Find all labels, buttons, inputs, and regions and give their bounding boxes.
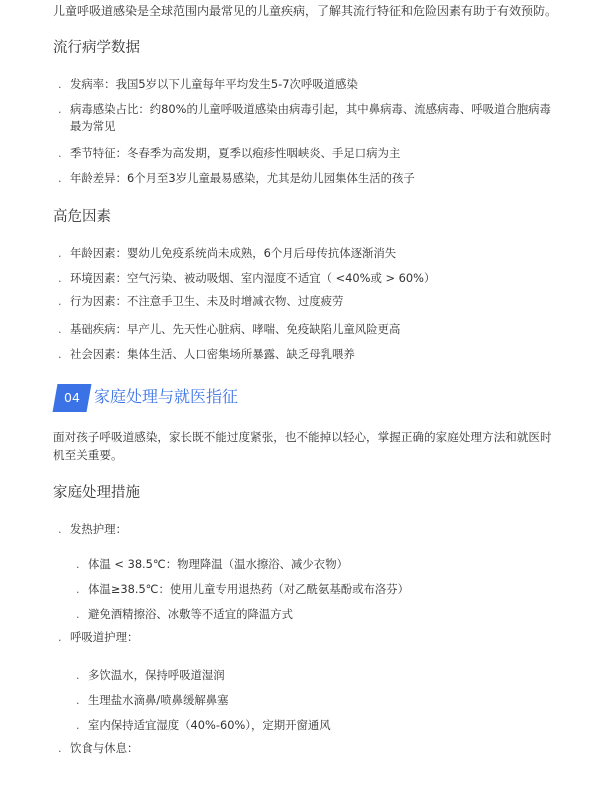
bullet: . <box>76 669 80 682</box>
bullet: . <box>58 348 62 361</box>
bullet: . <box>76 558 80 571</box>
bullet: . <box>58 272 62 285</box>
bullet: . <box>58 631 62 644</box>
bullet: . <box>58 78 62 91</box>
list-item: . 年龄因素：婴幼儿免疫系统尚未成熟，6个月后母传抗体逐渐消失 <box>58 246 397 260</box>
bullet: . <box>76 608 80 621</box>
list-item: . 避免酒精擦浴、冰敷等不适宜的降温方式 <box>76 607 294 621</box>
list-item: . 行为因素：不注意手卫生、未及时增减衣物、过度疲劳 <box>58 294 344 308</box>
risk-heading: 高危因素 <box>53 209 111 225</box>
bullet: . <box>58 147 62 160</box>
list-item: . 发病率：我国5岁以下儿童每年平均发生5-7次呼吸道感染 <box>58 77 358 91</box>
bullet: . <box>58 172 62 185</box>
bullet: . <box>76 694 80 707</box>
list-item-diet: . 饮食与休息： <box>58 741 139 755</box>
bullet: . <box>58 523 62 536</box>
list-item: . 体温 < 38.5℃：物理降温（温水擦浴、减少衣物） <box>76 557 348 571</box>
bullet: . <box>76 583 80 596</box>
bullet: . <box>58 295 62 308</box>
list-item: . 病毒感染占比：约80%的儿童呼吸道感染由病毒引起，其中鼻病毒、流感病毒、呼吸道合胞病毒最为常见 <box>58 102 551 133</box>
list-item: . 环境因素：空气污染、被动吸烟、室内湿度不适宜（ <40%或 > 60%） <box>58 271 436 285</box>
list-item: . 社会因素：集体生活、人口密集场所暴露、缺乏母乳喂养 <box>58 347 355 361</box>
list-item: . 多饮温水，保持呼吸道湿润 <box>76 668 225 682</box>
bullet: . <box>58 103 62 116</box>
section-header <box>53 382 559 412</box>
list-item: . 室内保持适宜湿度（40%-60%），定期开窗通风 <box>76 718 331 732</box>
epidemiology-heading: 流行病学数据 <box>53 40 140 56</box>
list-item-airway: . 呼吸道护理： <box>58 630 139 644</box>
section-number: 04 <box>64 390 80 405</box>
section-title: 家庭处理与就医指征 <box>94 387 239 406</box>
section-intro-paragraph: 面对孩子呼吸道感染，家长既不能过度紧张，也不能掉以轻心，掌握正确的家庭处理方法和就医时机至关重要。 <box>53 430 552 462</box>
list-item: . 季节特征：冬春季为高发期，夏季以疱疹性咽峡炎、手足口病为主 <box>58 146 401 160</box>
home-care-heading: 家庭处理措施 <box>53 485 140 501</box>
bullet: . <box>58 742 62 755</box>
bullet: . <box>58 323 62 336</box>
list-item: . 体温≥38.5℃：使用儿童专用退热药（对乙酰氨基酚或布洛芬） <box>76 582 410 596</box>
list-item: . 生理盐水滴鼻/喷鼻缓解鼻塞 <box>76 693 229 707</box>
list-item-fever: . 发热护理： <box>58 522 127 536</box>
intro-paragraph: 儿童呼吸道感染是全球范围内最常见的儿童疾病，了解其流行特征和危险因素有助于有效预防。 <box>53 4 558 18</box>
bullet: . <box>76 719 80 732</box>
list-item: . 年龄差异：6个月至3岁儿童最易感染，尤其是幼儿园集体生活的孩子 <box>58 171 415 185</box>
list-item: . 基础疾病：早产儿、先天性心脏病、哮喘、免疫缺陷儿童风险更高 <box>58 322 401 336</box>
bullet: . <box>58 247 62 260</box>
